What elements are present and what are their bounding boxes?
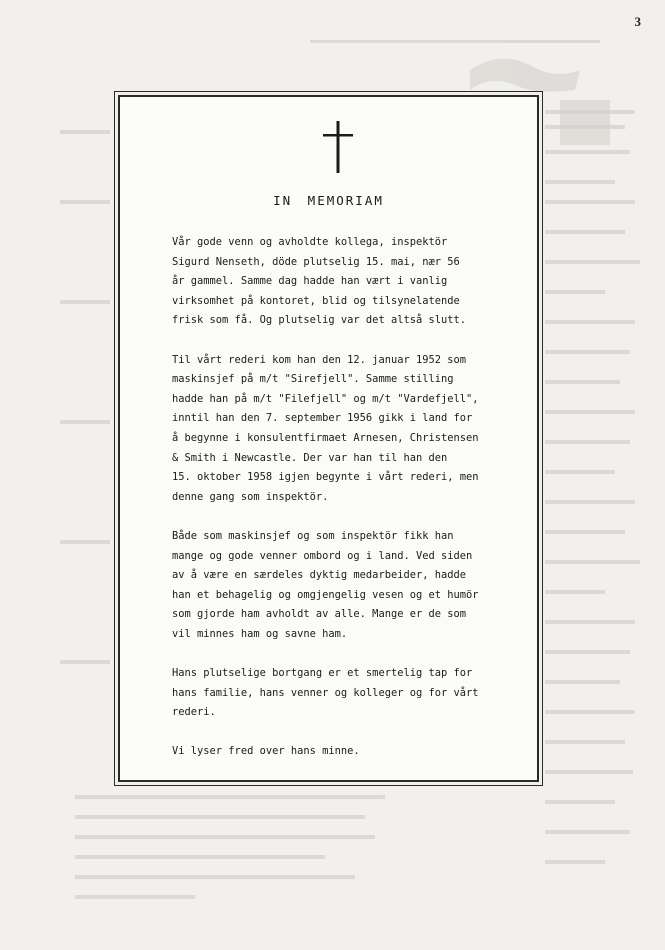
memorial-paragraph: Vår gode venn og avholdte kollega, inspektör Sigurd Nenseth, döde plutselig 15. mai, nær 56 år gammel. Samme dag hadde han vært i vanlig virksomhet på kontoret, blid og tilsynelatende frisk som få. Og plutselig var det altså slutt.	[172, 236, 467, 327]
memorial-notice	[118, 95, 539, 782]
memoriam-heading: IN MEMORIAM	[273, 193, 384, 208]
page-number: 3	[634, 14, 641, 29]
memorial-paragraph: Til vårt rederi kom han den 12. januar 1952 som maskinsjef på m/t "Sirefjell". Samme stilling hadde han på m/t "Filefjell" og m/t "Vardefjell", inntil han den 7. september 1956 gikk i land for å begynne i konsulentfirmaet Arnesen, Christensen & Smith i Newcastle. Der var han til han den 15. oktober 1958 igjen begynte i vårt rederi, men denne gang som inspektör.	[172, 353, 479, 503]
memorial-body	[172, 233, 512, 782]
memorial-paragraph: Både som maskinsjef og som inspektör fikk han mange og gode venner ombord og i land. Ved siden av å være en særdeles dyktig medarbeider, hadde han et behagelig og omgjengelig vesen og et humör som gjorde ham avholdt av alle. Mange er de som vil minnes ham og savne ham.	[172, 529, 479, 640]
cross-icon	[323, 121, 353, 173]
memorial-paragraph: Hans plutselige bortgang er et smertelig tap for hans familie, hans venner og kolleger og for vårt rederi.	[172, 667, 479, 719]
memorial-paragraph: Vi lyser fred over hans minne.	[172, 745, 360, 758]
